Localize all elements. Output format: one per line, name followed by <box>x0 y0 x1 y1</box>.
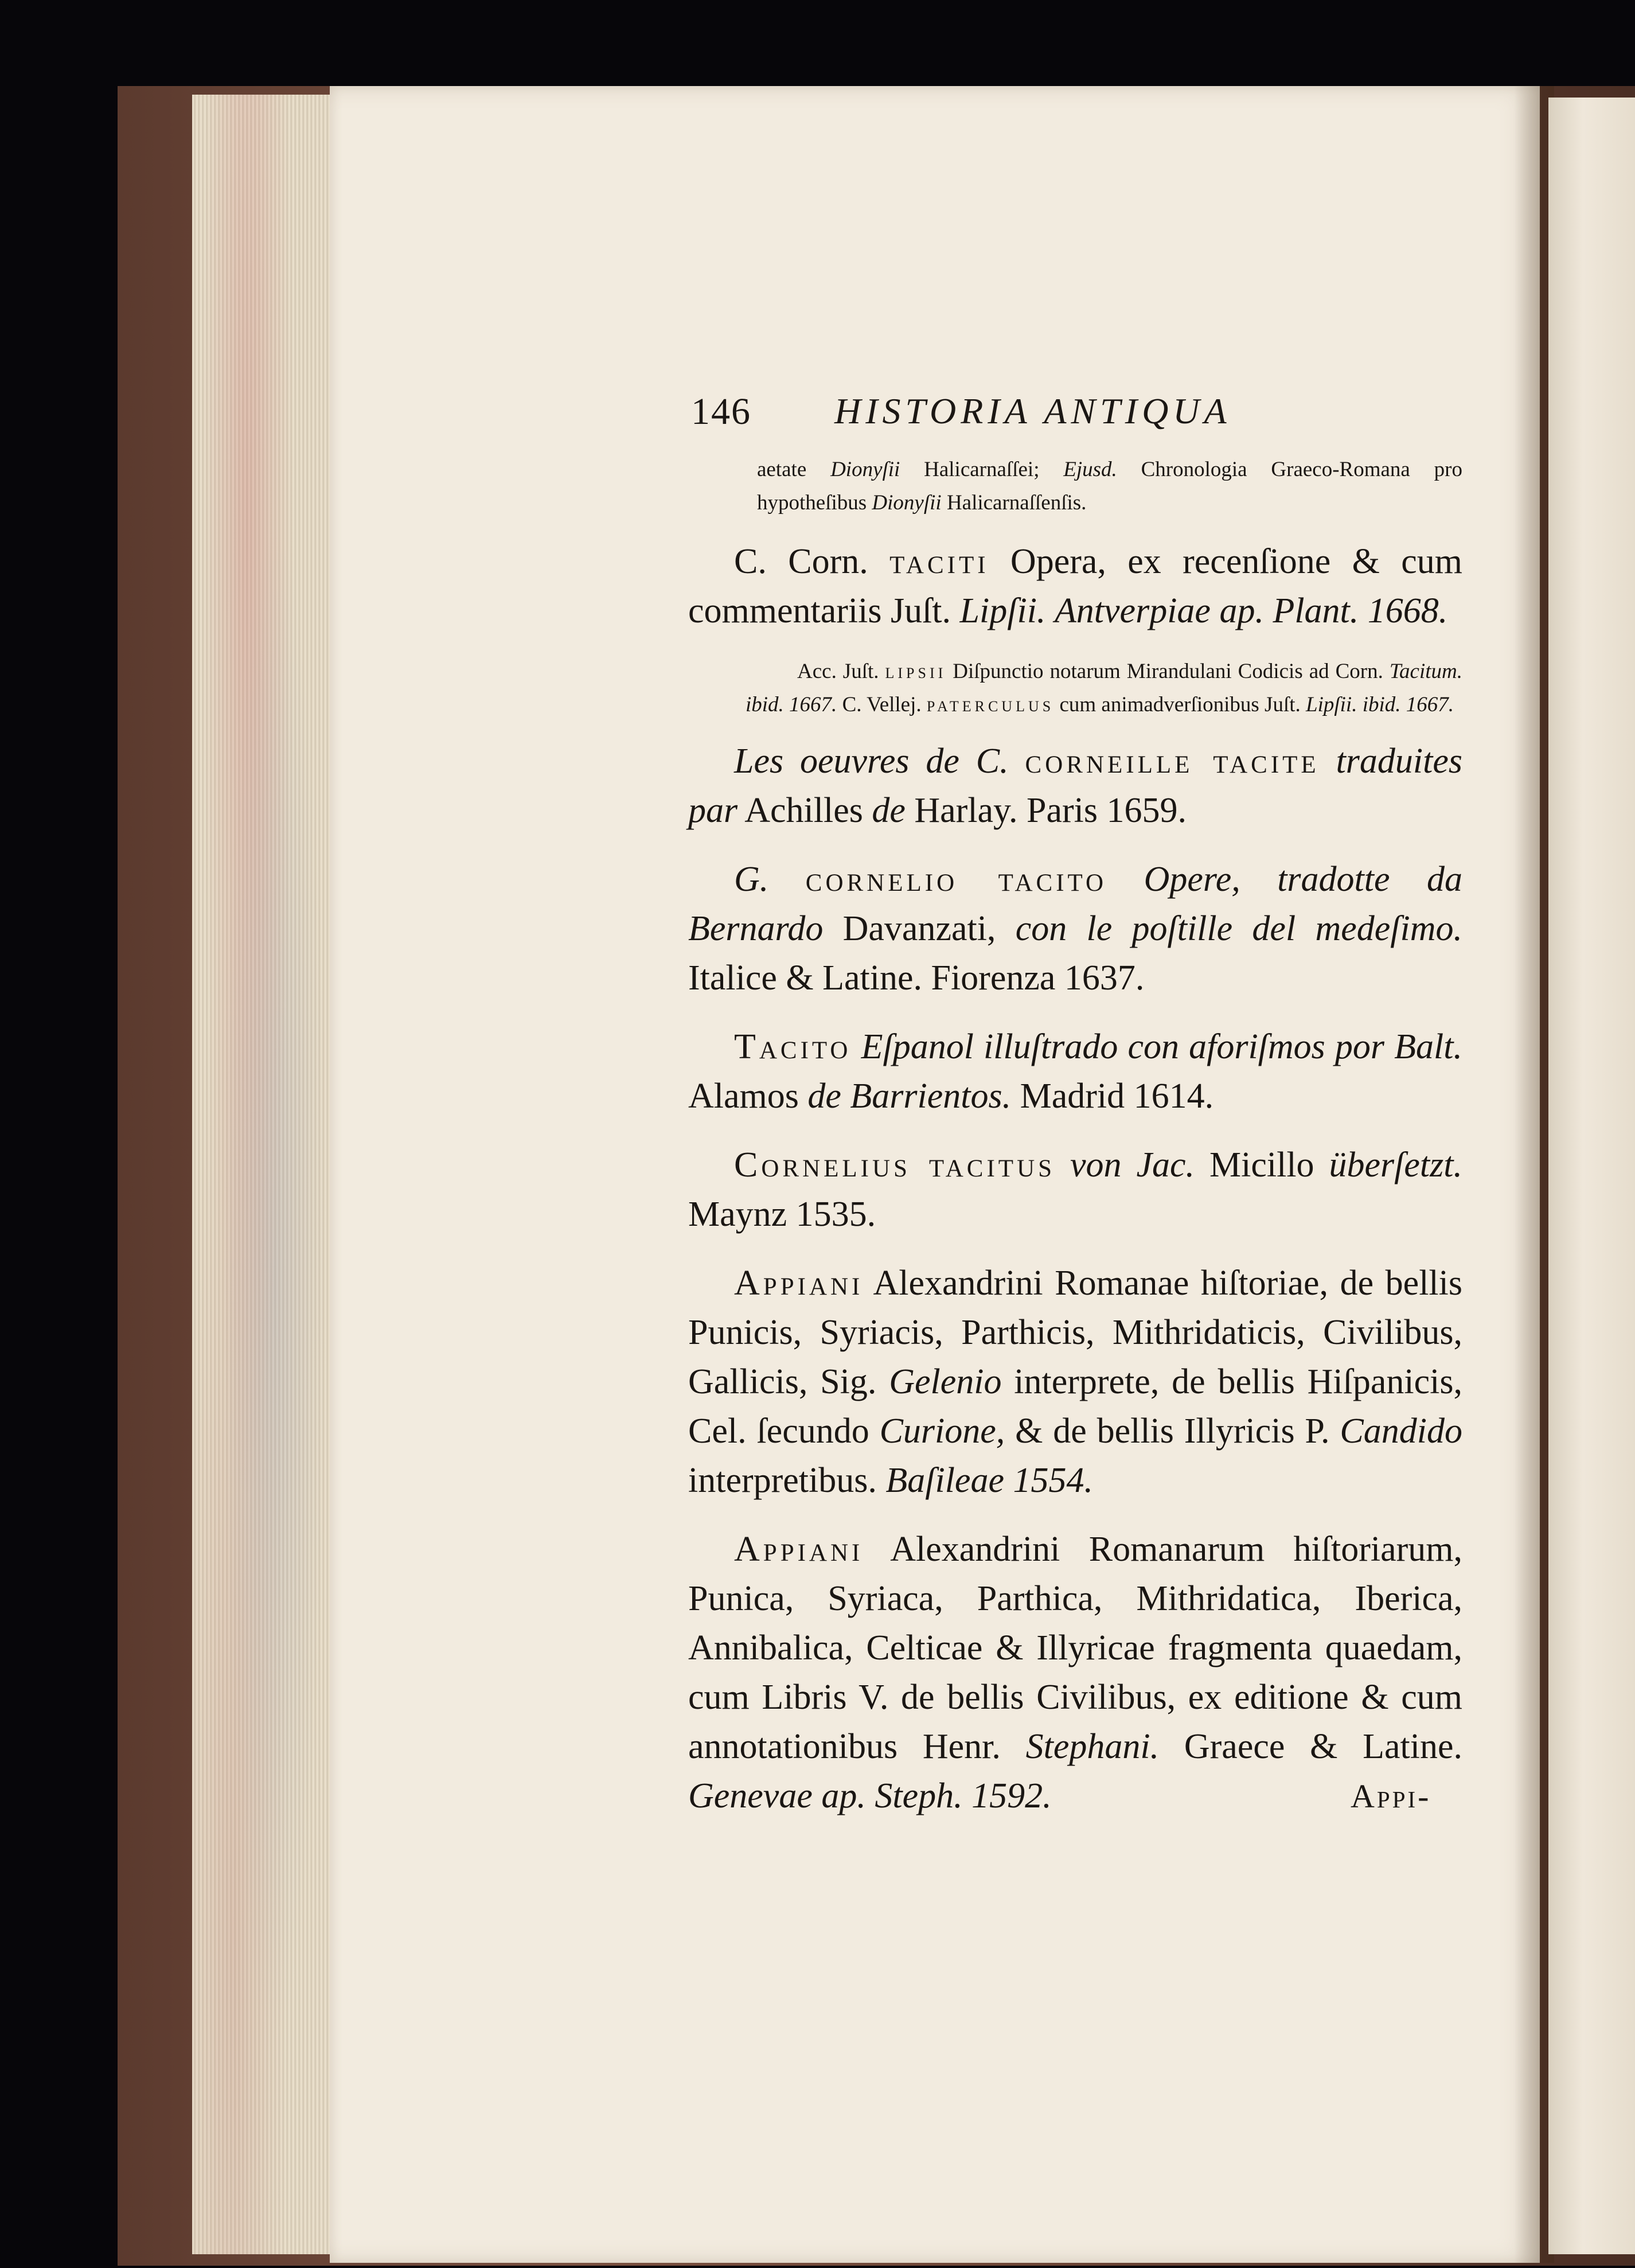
entry-text: Alexandrini Romanarum hiſtoriarum, Punica, Syriaca, Parthica, Mithridatica, Iberica, Annibalica, Celticae & Illyricae fragmenta quaedam, cum Libris V. de bellis Civilibus, ex editione & cum annotationibus Henr. <box>688 1530 1462 1766</box>
entry-espanol <box>688 1022 1462 1121</box>
entry-text: Opere, tradotte da Bernardo <box>688 860 1463 948</box>
entry-text: cornelio tacito <box>805 860 1107 899</box>
marbled-edge <box>192 95 330 2254</box>
entry-opere <box>688 855 1462 1003</box>
entry-text: Baſileae 1554. <box>885 1461 1093 1500</box>
entry-cont <box>688 453 1462 520</box>
entry-text: interprete, de bellis Hiſpanicis, Cel. ſecundo <box>688 1362 1462 1451</box>
page-number: 146 <box>691 391 751 432</box>
entry-text <box>1009 742 1025 781</box>
entry-text: Les oeuvres de C. <box>734 742 1009 781</box>
entry-text: Stephani. <box>1025 1727 1160 1766</box>
entry-text: Curione, <box>879 1412 1005 1451</box>
entry-text: & de bellis Illyricis P. <box>1005 1412 1340 1451</box>
entry-text: Chronologia Graeco-Romana pro hypotheſibus <box>757 458 1462 515</box>
entry-text: cum animadverſionibus Juſt. <box>1054 693 1306 716</box>
entry-text: Madrid 1614. <box>1011 1077 1214 1116</box>
entry-tacitus-acc <box>688 655 1462 722</box>
entry-text: C. Corn. <box>734 542 890 581</box>
entry-text: Achilles <box>737 791 872 830</box>
entry-text: überſetzt. <box>1329 1145 1463 1184</box>
entry-text: aetate <box>757 458 831 481</box>
catchword: Appi- <box>1351 1778 1431 1815</box>
entry-text: Dionyſii <box>872 491 942 515</box>
entry-text: C. Vellej. <box>837 693 927 716</box>
entry-text: Opera, ex recenſione & cum commentariis Juſt. <box>688 542 1462 630</box>
entry-text: von Jac. <box>1070 1145 1195 1184</box>
entry-micillo <box>688 1140 1462 1239</box>
entry-text: corneille tacite <box>1025 742 1320 781</box>
entry-text: con le poſtille del medeſimo. <box>1015 909 1462 948</box>
text-block <box>688 453 1462 1840</box>
entry-text <box>1045 591 1055 630</box>
entry-text: Graece & Latine. <box>1159 1727 1462 1766</box>
entry-text: interpretibus. <box>688 1461 886 1500</box>
entry-text: de Barrientos. <box>807 1077 1012 1116</box>
entry-text: Candido <box>1340 1412 1462 1451</box>
entry-text: G. <box>734 860 769 899</box>
entry-text: taciti <box>889 542 989 581</box>
entry-text: Ejusd. <box>1063 458 1117 481</box>
entry-text: Halicarnaſſenſis. <box>941 491 1087 515</box>
entry-text: Lipſii. ibid. 1667. <box>1306 693 1454 716</box>
entry-text: Antverpiae ap. Plant. 1668. <box>1054 591 1448 630</box>
facing-page-edge <box>1548 98 1635 2254</box>
entry-text: Acc. Juſt. <box>797 660 885 683</box>
entry-text: Alexandrini Romanae hiſtoriae, de bellis Punicis, Syriacis, Parthicis, Mithridaticis, Civilibus, Gallicis, Sig. <box>688 1264 1462 1401</box>
entry-text <box>851 1027 861 1066</box>
entry-text: Appiani <box>734 1264 864 1303</box>
entry-text: Maynz 1535. <box>688 1195 876 1234</box>
entry-text <box>1107 860 1144 899</box>
entry-text: Gelenio <box>889 1362 1002 1401</box>
entry-text: Halicarnaſſei; <box>900 458 1064 481</box>
entry-text: Davanzati, <box>823 909 1016 948</box>
entry-text <box>1320 742 1336 781</box>
entry-oeuvres <box>688 736 1462 835</box>
entry-text: de <box>872 791 906 830</box>
entry-text: traduites par <box>688 742 1463 830</box>
entry-text: Harlay. Paris 1659. <box>905 791 1187 830</box>
entry-text <box>1055 1145 1070 1184</box>
entry-text: Diſpunctio notarum Mirandulani Codicis ad Corn. <box>946 660 1390 683</box>
entry-text: paterculus <box>926 693 1055 716</box>
entry-appiani-2 <box>688 1525 1462 1821</box>
entry-text: Italice & Latine. Fiorenza 1637. <box>688 958 1145 997</box>
page-title: HISTORIA ANTIQUA <box>834 391 1231 431</box>
entry-text: Genevae ap. Steph. 1592. <box>688 1776 1052 1815</box>
entry-text <box>768 860 806 899</box>
entry-text: Micillo <box>1195 1145 1329 1184</box>
entry-text: Lipſii. <box>959 591 1046 630</box>
entry-text: Tacitum. ibid. 1667. <box>746 660 1463 716</box>
entry-text: Cornelius tacitus <box>734 1145 1056 1184</box>
entry-text: Tacito <box>734 1027 852 1066</box>
entry-text: Eſpanol illuſtrado con aforiſmos por Balt. <box>861 1027 1463 1066</box>
entry-tacitus-opera <box>688 537 1462 636</box>
entry-text: lipsii <box>885 660 947 683</box>
entry-appiani-1 <box>688 1258 1462 1505</box>
entry-text: Appiani <box>734 1530 864 1569</box>
entry-text: Dionyſii <box>830 458 900 481</box>
entry-text: Alamos <box>688 1077 808 1116</box>
running-head <box>691 390 1322 436</box>
